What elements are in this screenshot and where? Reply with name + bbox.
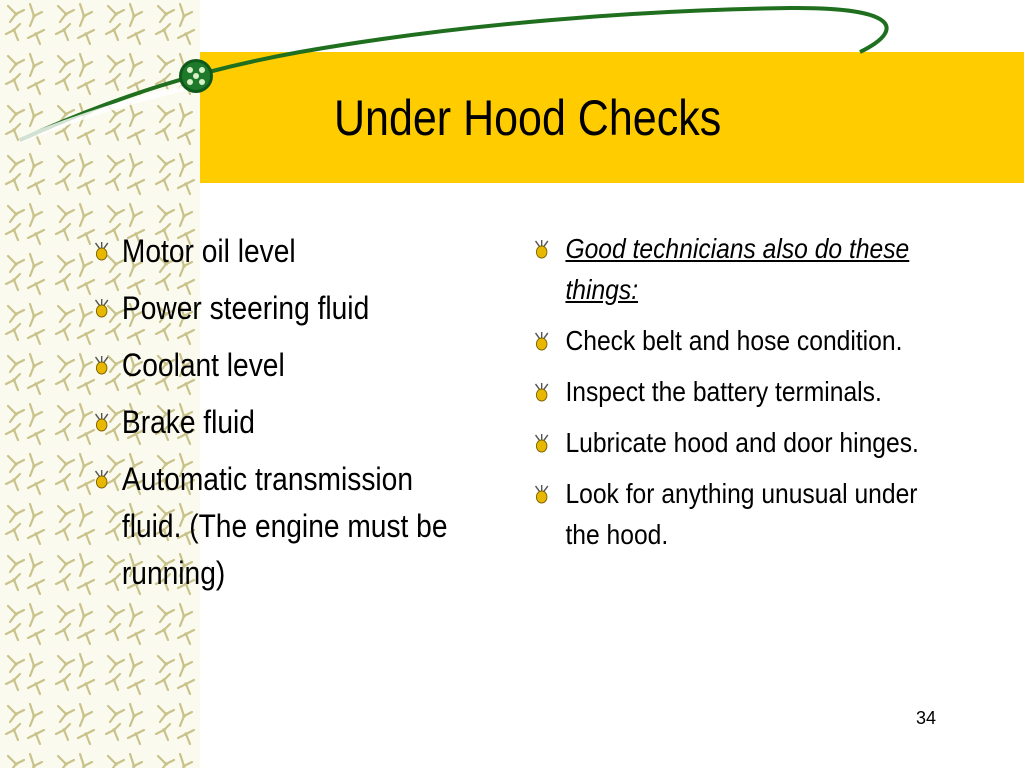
star-bullet-icon	[532, 238, 551, 260]
green-orb-emblem-icon	[179, 59, 213, 93]
list-heading	[532, 228, 910, 310]
right-bullet-list	[532, 228, 962, 565]
list-heading-text: Good technicians also do these things:	[565, 233, 910, 305]
list-item-text: Motor oil level	[121, 233, 296, 269]
star-bullet-icon	[92, 411, 111, 433]
list-item	[92, 456, 448, 597]
star-bullet-icon	[532, 483, 551, 505]
list-item-text: Coolant level	[121, 347, 285, 383]
list-item	[532, 473, 918, 555]
list-item	[92, 399, 444, 446]
slide-title: Under Hood Checks	[334, 90, 722, 146]
list-item	[532, 422, 919, 463]
list-item	[532, 320, 910, 361]
star-bullet-icon	[532, 381, 551, 403]
list-item-text: Automatic transmission fluid. (The engine must be running)	[121, 461, 448, 591]
list-item	[92, 285, 444, 332]
star-bullet-icon	[92, 354, 111, 376]
list-item-text: Inspect the battery terminals.	[565, 376, 882, 407]
list-item-text: Check belt and hose condition.	[565, 325, 903, 356]
star-bullet-icon	[92, 240, 111, 262]
star-bullet-icon	[92, 468, 111, 490]
list-item	[92, 228, 444, 275]
list-item	[532, 371, 910, 412]
list-item	[92, 342, 444, 389]
page-number: 34	[916, 708, 937, 728]
star-bullet-icon	[532, 330, 551, 352]
star-bullet-icon	[532, 432, 551, 454]
list-item-text: Brake fluid	[121, 404, 255, 440]
star-bullet-icon	[92, 297, 111, 319]
list-item-text: Look for anything unusual under the hood.	[565, 478, 918, 550]
list-item-text: Lubricate hood and door hinges.	[565, 427, 919, 458]
list-item-text: Power steering fluid	[121, 290, 370, 326]
left-bullet-list	[92, 228, 492, 607]
